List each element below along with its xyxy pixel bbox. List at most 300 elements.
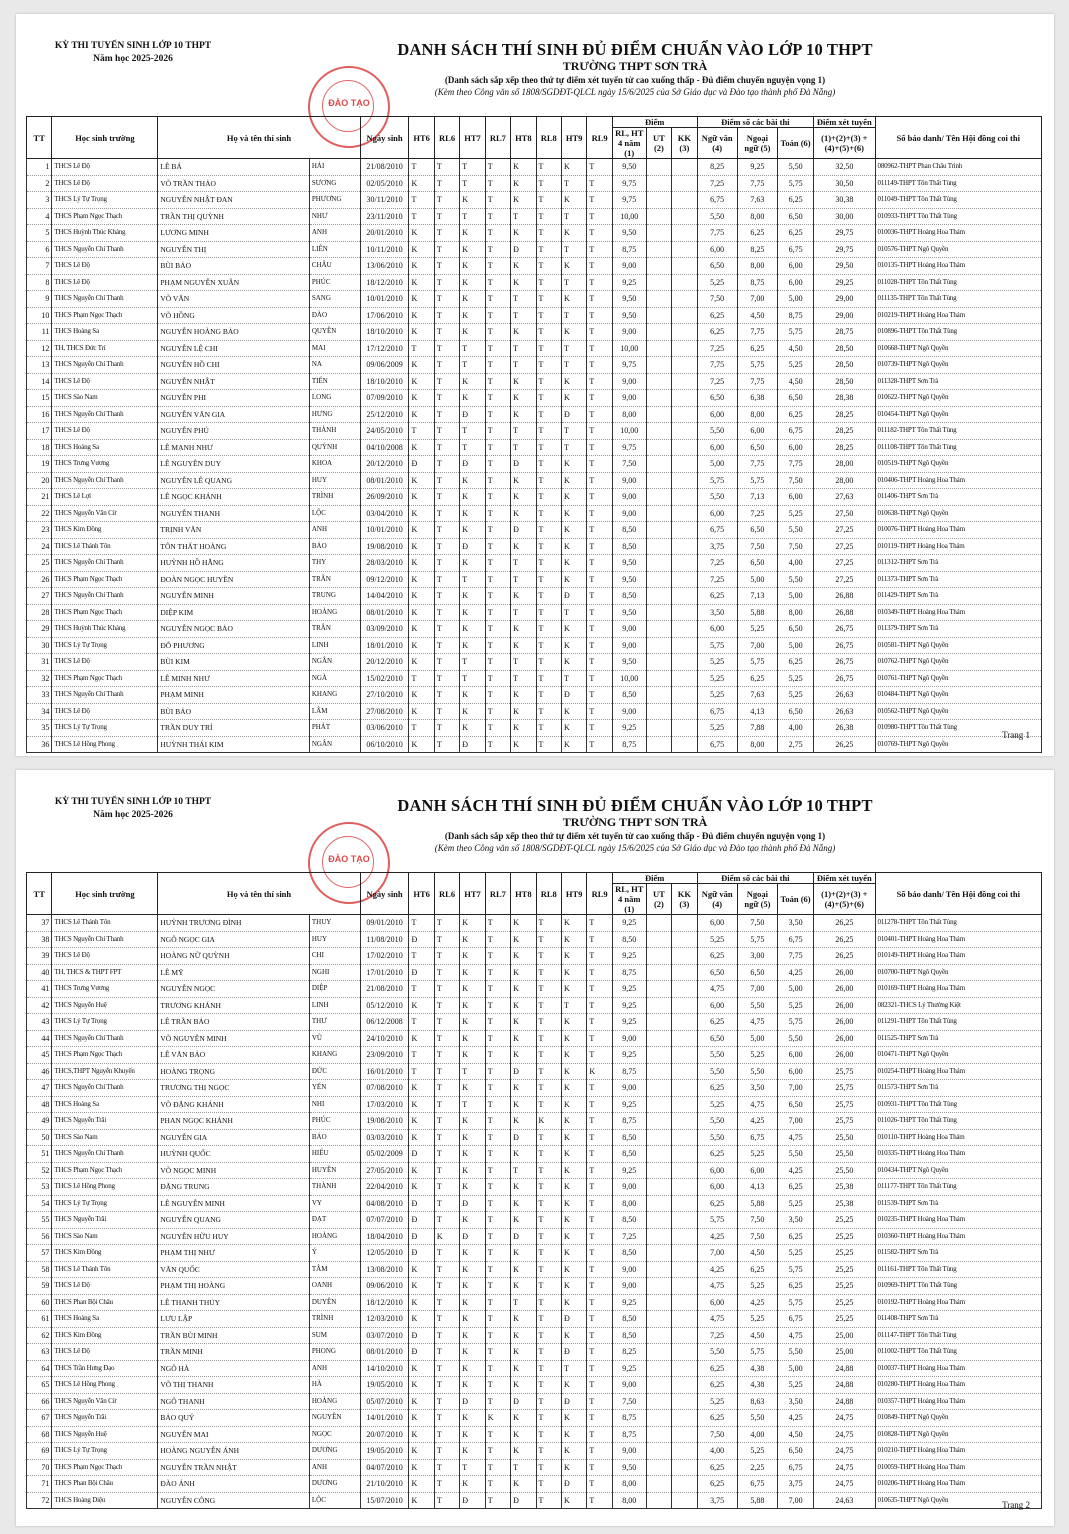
cell-ht8: K: [511, 1344, 536, 1361]
cell-surname: LÊ NGỌC KHÁNH: [158, 489, 310, 506]
cell-total: 25,50: [814, 1146, 875, 1163]
cell-rl8: T: [536, 1014, 561, 1031]
cell-surname: ĐẶNG TRUNG: [158, 1179, 310, 1196]
cell-ht8: Đ: [511, 1393, 536, 1410]
cell-rl-ht: 9,00: [612, 1080, 646, 1097]
cell-rl-ht: 9,00: [612, 1261, 646, 1278]
cell-ut: [646, 324, 671, 341]
cell-sbd: 010700-THPT Ngô Quyền: [875, 964, 1041, 981]
col-ht8: HT8: [511, 873, 536, 915]
cell-ht7: Đ: [460, 1393, 485, 1410]
cell-school: THCS Phạm Ngọc Thạch: [52, 1047, 158, 1064]
cell-ut: [646, 703, 671, 720]
cell-math: 3,50: [778, 915, 814, 932]
cell-total: 26,88: [814, 588, 875, 605]
cell-ht9: K: [561, 192, 586, 209]
table-row: [27, 1327, 1042, 1344]
cell-ht7: K: [460, 274, 485, 291]
cell-school: THCS Nguyễn Chí Thanh: [52, 472, 158, 489]
cell-foreign-lang: 7,00: [737, 981, 777, 998]
cell-kk: [672, 175, 697, 192]
table-row: [27, 915, 1042, 932]
cell-ht9: T: [561, 357, 586, 374]
cell-rl6: T: [434, 1146, 459, 1163]
cell-surname: NGUYỄN QUANG: [158, 1212, 310, 1229]
cell-kk: [672, 225, 697, 242]
cell-ht9: T: [561, 274, 586, 291]
cell-foreign-lang: 5,50: [737, 1063, 777, 1080]
cell-sbd: 011582-THPT Sơn Trà: [875, 1245, 1041, 1262]
cell-ht8: K: [511, 637, 536, 654]
cell-rl6: T: [434, 588, 459, 605]
cell-rl8: T: [536, 291, 561, 308]
table-row: [27, 670, 1042, 687]
cell-surname: NGUYỄN TRẦN NHẬT: [158, 1459, 310, 1476]
cell-foreign-lang: 7,88: [737, 720, 777, 737]
cell-foreign-lang: 6,25: [737, 670, 777, 687]
cell-kk: [672, 571, 697, 588]
cell-school: THCS Lê Độ: [52, 1344, 158, 1361]
cell-rl9: T: [587, 1393, 612, 1410]
cell-total: 25,25: [814, 1311, 875, 1328]
cell-sbd: 010828-THPT Ngô Quyền: [875, 1426, 1041, 1443]
cell-foreign-lang: 3,00: [737, 948, 777, 965]
cell-school: THCS Trưng Vương: [52, 456, 158, 473]
cell-given-name: HUYỀN: [309, 1162, 360, 1179]
table-row: [27, 1047, 1042, 1064]
cell-surname: ĐỖ PHƯƠNG: [158, 637, 310, 654]
cell-math: 6,50: [778, 208, 814, 225]
cell-foreign-lang: 4,75: [737, 1096, 777, 1113]
cell-tt: 29: [27, 621, 52, 638]
cell-total: 27,25: [814, 538, 875, 555]
cell-math: 6,00: [778, 1063, 814, 1080]
cell-sbd: 010349-THPT Hoàng Hoa Thám: [875, 604, 1041, 621]
cell-tt: 27: [27, 588, 52, 605]
cell-ht6: K: [409, 472, 434, 489]
cell-dob: 05/02/2009: [360, 1146, 409, 1163]
cell-ut: [646, 1393, 671, 1410]
cell-rl-ht: 8,50: [612, 538, 646, 555]
cell-total: 29,25: [814, 274, 875, 291]
cell-dob: 18/10/2010: [360, 373, 409, 390]
cell-literature: 5,25: [697, 1096, 737, 1113]
col-group-scores: Điểm số các bài thi: [697, 873, 814, 884]
cell-dob: 21/08/2010: [360, 981, 409, 998]
cell-surname: TRẦN BÙI MINH: [158, 1327, 310, 1344]
cell-total: 30,50: [814, 175, 875, 192]
cell-school: THCS Hoàng Sa: [52, 1311, 158, 1328]
cell-foreign-lang: 9,25: [737, 159, 777, 176]
cell-foreign-lang: 6,50: [737, 555, 777, 572]
cell-sbd: 011161-THPT Tôn Thất Tùng: [875, 1261, 1041, 1278]
cell-rl7: T: [485, 964, 510, 981]
cell-ht6: K: [409, 997, 434, 1014]
table-row: [27, 1179, 1042, 1196]
cell-ht8: T: [511, 423, 536, 440]
cell-school: THCS Lê Hồng Phong: [52, 736, 158, 753]
cell-sbd: 010280-THPT Hoàng Hoa Thám: [875, 1377, 1041, 1394]
cell-surname: DIỆP KIM: [158, 604, 310, 621]
cell-tt: 15: [27, 390, 52, 407]
cell-school: THCS Phạm Ngọc Thạch: [52, 571, 158, 588]
cell-sbd: 010762-THPT Ngô Quyền: [875, 654, 1041, 671]
cell-foreign-lang: 4,38: [737, 1377, 777, 1394]
cell-ht8: T: [511, 654, 536, 671]
table-row: [27, 456, 1042, 473]
cell-given-name: THÀNH: [309, 1179, 360, 1196]
table-body: [27, 159, 1042, 753]
table-row: [27, 423, 1042, 440]
cell-ht7: Đ: [460, 456, 485, 473]
cell-rl9: T: [587, 654, 612, 671]
cell-rl8: T: [536, 1278, 561, 1295]
cell-rl6: T: [434, 1129, 459, 1146]
cell-literature: 5,25: [697, 1393, 737, 1410]
cell-foreign-lang: 5,25: [737, 1146, 777, 1163]
cell-ht6: K: [409, 373, 434, 390]
cell-ut: [646, 1492, 671, 1509]
cell-school: THCS Kim Đồng: [52, 1245, 158, 1262]
cell-ht8: K: [511, 489, 536, 506]
cell-ht8: Đ: [511, 1228, 536, 1245]
cell-dob: 24/10/2010: [360, 1030, 409, 1047]
cell-surname: HOÀNG TRỌNG: [158, 1063, 310, 1080]
col-ht9: HT9: [561, 117, 586, 159]
col-rl9: RL9: [587, 117, 612, 159]
col-group-points: Điểm: [612, 873, 697, 884]
cell-ht8: K: [511, 1179, 536, 1196]
cell-ht6: K: [409, 241, 434, 258]
cell-rl9: T: [587, 1245, 612, 1262]
cell-ht9: K: [561, 1195, 586, 1212]
col-sbd: Số báo danh/ Tên Hội đồng coi thi: [875, 873, 1041, 915]
cell-surname: NGÔ NGỌC GIA: [158, 931, 310, 948]
cell-ht8: Đ: [511, 456, 536, 473]
cell-ht6: T: [409, 948, 434, 965]
cell-rl-ht: 9,00: [612, 505, 646, 522]
cell-given-name: PHÚC: [309, 1113, 360, 1130]
cell-ht7: K: [460, 720, 485, 737]
cell-given-name: Ý: [309, 1245, 360, 1262]
cell-ht8: K: [511, 1360, 536, 1377]
cell-given-name: MAI: [309, 340, 360, 357]
cell-rl6: T: [434, 1096, 459, 1113]
cell-dob: 14/04/2010: [360, 588, 409, 605]
cell-sbd: 010638-THPT Ngô Quyền: [875, 505, 1041, 522]
cell-ut: [646, 1443, 671, 1460]
cell-dob: 03/07/2010: [360, 1327, 409, 1344]
cell-rl6: T: [434, 324, 459, 341]
cell-school: THCS Lê Độ: [52, 423, 158, 440]
cell-rl9: T: [587, 1212, 612, 1229]
cell-ut: [646, 621, 671, 638]
cell-foreign-lang: 4,50: [737, 1245, 777, 1262]
cell-dob: 10/01/2010: [360, 522, 409, 539]
cell-total: 25,25: [814, 1278, 875, 1295]
cell-tt: 67: [27, 1410, 52, 1427]
cell-ut: [646, 1360, 671, 1377]
cell-given-name: ANH: [309, 225, 360, 242]
cell-rl7: T: [485, 1063, 510, 1080]
cell-tt: 64: [27, 1360, 52, 1377]
cell-ht7: Đ: [460, 736, 485, 753]
cell-rl-ht: 9,25: [612, 948, 646, 965]
cell-sbd: 011379-THPT Sơn Trà: [875, 621, 1041, 638]
cell-math: 6,25: [778, 192, 814, 209]
cell-rl8: T: [536, 489, 561, 506]
document-header: [246, 796, 1024, 854]
cell-tt: 60: [27, 1294, 52, 1311]
exam-header: [28, 796, 238, 822]
cell-given-name: TRÌNH: [309, 1311, 360, 1328]
cell-kk: [672, 1212, 697, 1229]
cell-tt: 59: [27, 1278, 52, 1295]
cell-ht6: K: [409, 588, 434, 605]
cell-school: THCS Lê Độ: [52, 274, 158, 291]
cell-rl6: T: [434, 439, 459, 456]
table-row: [27, 1377, 1042, 1394]
cell-total: 26,75: [814, 637, 875, 654]
cell-foreign-lang: 6,25: [737, 225, 777, 242]
cell-given-name: KHOA: [309, 456, 360, 473]
cell-foreign-lang: 4,00: [737, 1426, 777, 1443]
cell-ht6: Đ: [409, 1344, 434, 1361]
cell-sbd: 010576-THPT Ngô Quyền: [875, 241, 1041, 258]
cell-kk: [672, 1195, 697, 1212]
cell-ht6: Đ: [409, 1212, 434, 1229]
cell-sbd: 011525-THPT Sơn Trà: [875, 1030, 1041, 1047]
cell-school: THCS Hoàng Sa: [52, 439, 158, 456]
cell-math: 5,00: [778, 981, 814, 998]
cell-given-name: CHI: [309, 948, 360, 965]
cell-ht6: Đ: [409, 456, 434, 473]
cell-rl8: T: [536, 1195, 561, 1212]
cell-rl6: T: [434, 423, 459, 440]
cell-tt: 13: [27, 357, 52, 374]
cell-ht8: K: [511, 1113, 536, 1130]
cell-total: 24,75: [814, 1459, 875, 1476]
cell-ht7: K: [460, 307, 485, 324]
cell-tt: 39: [27, 948, 52, 965]
cell-total: 25,75: [814, 1096, 875, 1113]
cell-kk: [672, 357, 697, 374]
cell-ht8: K: [511, 175, 536, 192]
cell-rl6: T: [434, 538, 459, 555]
cell-rl9: T: [587, 1096, 612, 1113]
cell-rl7: T: [485, 571, 510, 588]
cell-math: 5,25: [778, 1245, 814, 1262]
cell-ht8: K: [511, 981, 536, 998]
cell-rl6: T: [434, 1113, 459, 1130]
cell-tt: 71: [27, 1476, 52, 1493]
school-year: Năm học 2025-2026: [93, 54, 173, 64]
col-sbd: Số báo danh/ Tên Hội đồng coi thi: [875, 117, 1041, 159]
cell-given-name: DIỆP: [309, 981, 360, 998]
document-title: DANH SÁCH THÍ SINH ĐỦ ĐIỂM CHUẨN VÀO LỚP 10 THPT: [397, 40, 873, 59]
cell-rl-ht: 9,00: [612, 1278, 646, 1295]
cell-tt: 47: [27, 1080, 52, 1097]
cell-rl6: T: [434, 1162, 459, 1179]
cell-ht7: K: [460, 1162, 485, 1179]
cell-rl8: T: [536, 1492, 561, 1509]
cell-ut: [646, 340, 671, 357]
cell-foreign-lang: 7,00: [737, 637, 777, 654]
cell-rl8: T: [536, 687, 561, 704]
cell-rl6: T: [434, 1245, 459, 1262]
cell-rl-ht: 8,50: [612, 1245, 646, 1262]
cell-foreign-lang: 5,50: [737, 1410, 777, 1427]
cell-rl6: T: [434, 931, 459, 948]
col-ht7: HT7: [460, 873, 485, 915]
cell-ht7: T: [460, 439, 485, 456]
cell-dob: 08/01/2010: [360, 1344, 409, 1361]
cell-given-name: THÀNH: [309, 423, 360, 440]
cell-kk: [672, 1146, 697, 1163]
cell-ut: [646, 948, 671, 965]
cell-foreign-lang: 7,50: [737, 915, 777, 932]
cell-rl7: T: [485, 505, 510, 522]
cell-ht6: K: [409, 1459, 434, 1476]
cell-given-name: BẢO: [309, 1129, 360, 1146]
cell-rl7: T: [485, 1030, 510, 1047]
cell-surname: VÕ ĐẶNG KHÁNH: [158, 1096, 310, 1113]
cell-rl8: T: [536, 1162, 561, 1179]
cell-school: THCS Nguyễn Huệ: [52, 1426, 158, 1443]
cell-dob: 12/05/2010: [360, 1245, 409, 1262]
cell-school: THCS Lê Hồng Phong: [52, 1179, 158, 1196]
cell-rl7: T: [485, 1162, 510, 1179]
cell-kk: [672, 258, 697, 275]
cell-literature: 7,25: [697, 571, 737, 588]
cell-given-name: PHƯƠNG: [309, 192, 360, 209]
cell-foreign-lang: 5,50: [737, 997, 777, 1014]
cell-kk: [672, 948, 697, 965]
cell-foreign-lang: 4,25: [737, 1113, 777, 1130]
cell-given-name: THUY: [309, 915, 360, 932]
cell-ht6: K: [409, 1377, 434, 1394]
cell-math: 6,00: [778, 489, 814, 506]
cell-ht8: K: [511, 948, 536, 965]
cell-rl9: T: [587, 175, 612, 192]
cell-rl6: T: [434, 1443, 459, 1460]
cell-ht6: K: [409, 274, 434, 291]
cell-ht9: K: [561, 1261, 586, 1278]
cell-kk: [672, 159, 697, 176]
col-ht6: HT6: [409, 117, 434, 159]
cell-ut: [646, 456, 671, 473]
cell-literature: 6,00: [697, 997, 737, 1014]
cell-literature: 6,00: [697, 621, 737, 638]
cell-ht8: K: [511, 720, 536, 737]
cell-rl9: T: [587, 258, 612, 275]
cell-tt: 72: [27, 1492, 52, 1509]
cell-rl6: T: [434, 964, 459, 981]
cell-rl9: T: [587, 1030, 612, 1047]
cell-tt: 36: [27, 736, 52, 753]
cell-given-name: ANH: [309, 1360, 360, 1377]
cell-ht9: K: [561, 1426, 586, 1443]
cell-rl-ht: 9,25: [612, 997, 646, 1014]
cell-ht8: T: [511, 1294, 536, 1311]
cell-sbd: 010360-THPT Hoàng Hoa Thám: [875, 1228, 1041, 1245]
cell-total: 28,00: [814, 472, 875, 489]
cell-math: 6,50: [778, 621, 814, 638]
cell-kk: [672, 1228, 697, 1245]
cell-tt: 4: [27, 208, 52, 225]
cell-dob: 04/10/2008: [360, 439, 409, 456]
cell-rl-ht: 9,00: [612, 472, 646, 489]
cell-school: THCS Lý Tự Trọng: [52, 1014, 158, 1031]
cell-ht8: K: [511, 1278, 536, 1295]
cell-given-name: PHÚC: [309, 274, 360, 291]
cell-rl6: T: [434, 1294, 459, 1311]
cell-rl-ht: 8,50: [612, 1311, 646, 1328]
cell-kk: [672, 997, 697, 1014]
cell-kk: [672, 1047, 697, 1064]
cell-ht6: T: [409, 1063, 434, 1080]
table-row: [27, 1344, 1042, 1361]
cell-school: THCS Nguyễn Văn Cừ: [52, 1393, 158, 1410]
cell-surname: VÕ THỊ THANH: [158, 1377, 310, 1394]
cell-school: THCS Nguyễn Văn Cừ: [52, 505, 158, 522]
cell-surname: TRƯƠNG KHÁNH: [158, 997, 310, 1014]
cell-tt: 19: [27, 456, 52, 473]
cell-literature: 6,25: [697, 307, 737, 324]
cell-school: THCS Hoàng Diệu: [52, 1492, 158, 1509]
cell-math: 8,00: [778, 604, 814, 621]
cell-sbd: 010931-THPT Tôn Thất Tùng: [875, 1096, 1041, 1113]
cell-literature: 6,25: [697, 1360, 737, 1377]
cell-surname: NGUYỄN NGỌC: [158, 981, 310, 998]
cell-given-name: SANG: [309, 291, 360, 308]
cell-math: 6,25: [778, 225, 814, 242]
cell-tt: 6: [27, 241, 52, 258]
cell-tt: 54: [27, 1195, 52, 1212]
cell-school: THCS Nguyễn Chí Thanh: [52, 1146, 158, 1163]
cell-math: 5,25: [778, 670, 814, 687]
table-row: [27, 1228, 1042, 1245]
cell-total: 26,25: [814, 915, 875, 932]
table-row: [27, 1294, 1042, 1311]
cell-rl6: T: [434, 1195, 459, 1212]
cell-kk: [672, 915, 697, 932]
cell-surname: PHẠM THỊ NHƯ: [158, 1245, 310, 1262]
cell-ht8: K: [511, 588, 536, 605]
cell-foreign-lang: 4,75: [737, 1014, 777, 1031]
cell-ht6: K: [409, 637, 434, 654]
cell-total: 25,75: [814, 1080, 875, 1097]
cell-sbd: 010357-THPT Hoàng Hoa Thám: [875, 1393, 1041, 1410]
cell-total: 26,00: [814, 981, 875, 998]
cell-ht8: K: [511, 1014, 536, 1031]
cell-ht7: K: [460, 1410, 485, 1427]
table-row: [27, 258, 1042, 275]
cell-literature: 5,25: [697, 931, 737, 948]
cell-given-name: NGÂN: [309, 736, 360, 753]
table-row: [27, 307, 1042, 324]
cell-rl-ht: 8,50: [612, 931, 646, 948]
cell-ut: [646, 241, 671, 258]
cell-ht7: T: [460, 423, 485, 440]
cell-ht7: Đ: [460, 1228, 485, 1245]
cell-ht6: K: [409, 522, 434, 539]
cell-kk: [672, 1113, 697, 1130]
cell-total: 25,50: [814, 1162, 875, 1179]
cell-ht7: K: [460, 637, 485, 654]
cell-school: THCS,THPT Nguyễn Khuyến: [52, 1063, 158, 1080]
cell-sbd: 011182-THPT Tôn Thất Tùng: [875, 423, 1041, 440]
